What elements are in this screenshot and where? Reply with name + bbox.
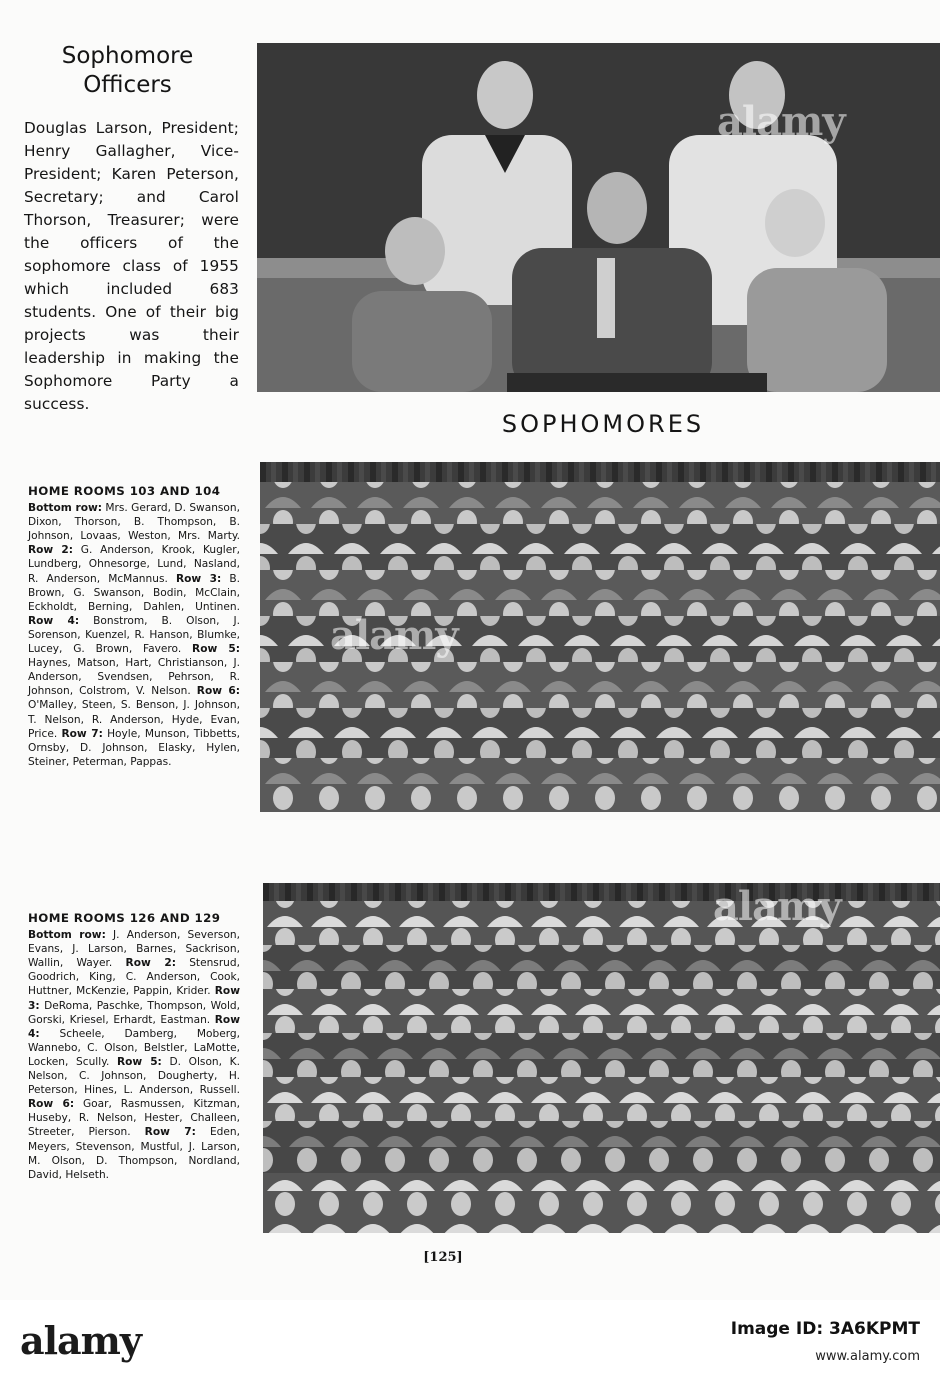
homeroom-1-heading: HOME ROOMS 103 AND 104: [28, 484, 221, 498]
homeroom-1-photo: [260, 462, 940, 812]
homeroom-1-row-names: O'Malley, Steen, S. Benson, J. Johnson, T. Nelson, R. Anderson, Hyde, Evan, Price.: [28, 699, 240, 740]
page-number: [125]: [423, 1250, 463, 1265]
homeroom-1-row-label: Row 2:: [28, 544, 73, 557]
homeroom-2-names: [28, 928, 240, 1182]
officers-photo: [257, 43, 940, 392]
homeroom-2-row-names: Goar, Rasmussen, Kitzman, Huseby, R. Nelson, Hester, Challeen, Streeter, Pierson.: [28, 1098, 240, 1139]
homeroom-2-row-names: J. Anderson, Severson, Evans, J. Larson, Barnes, Sackrison, Wallin, Wayer.: [28, 929, 241, 970]
homeroom-1-row-names: B. Brown, G. Swanson, Bodin, McClain, Eckholdt, Berning, Dahlen, Untinen.: [28, 572, 240, 613]
homeroom-2-row-label: Row 6:: [28, 1098, 75, 1111]
homeroom-2-photo: [263, 883, 940, 1233]
homeroom-2-row-names: Eden, Meyers, Stevenson, Mustful, J. Larson, M. Olson, D. Thompson, Nordland, David, Helseth.: [28, 1126, 240, 1181]
homeroom-2-row-label: Row 3:: [28, 985, 240, 1012]
officers-description: Douglas Larson, President; Henry Gallagher, Vice-President; Karen Peterson, Secretary; and Carol Thorson, Treasurer; were the officers of the sophomore class of 1955 which included 683 students. One of their big projects was their leadership in making the Sophomore Party a success.: [24, 119, 239, 413]
watermark-2: alamy: [330, 612, 458, 659]
homeroom-2-row-label: Row 4:: [28, 1013, 240, 1040]
officers-title: [20, 42, 235, 100]
officers-title-line2: Officers: [83, 72, 172, 98]
homeroom-2-row-names: Stensrud, Goodrich, King, C. Anderson, Cook, Huttner, McKenzie, Pappin, Krider.: [28, 957, 240, 998]
homeroom-2-row-label: Row 7:: [144, 1126, 196, 1139]
homeroom-2-row-names: DeRoma, Paschke, Thompson, Wold, Gorski, Kriesel, Erhardt, Eastman.: [28, 999, 240, 1026]
watermark-1: alamy: [717, 98, 845, 145]
homeroom-1-row-label: Row 4:: [28, 614, 80, 627]
officers-photo-graphic: [257, 43, 940, 392]
homeroom-1-row-label: Row 3:: [175, 572, 222, 585]
homeroom-2-row-names: Scheele, Damberg, Moberg, Wannebo, C. Olson, Belstler, LaMotte, Locken, Scully.: [28, 1027, 240, 1068]
homeroom-1-row-names: Mrs. Gerard, D. Swanson, Dixon, Thorson, B. Thompson, B. Johnson, Lovaas, Weston, Mrs. Marty.: [28, 502, 240, 543]
homeroom-2-row-label: Bottom row:: [28, 929, 106, 942]
footer-info: [731, 1315, 920, 1371]
homeroom-2-photo-graphic: [263, 883, 940, 1233]
homeroom-1-caption: [28, 484, 240, 769]
homeroom-2-row-names: D. Olson, K. Nelson, C. Johnson, Dougherty, H. Peterson, Hines, L. Anderson, Russell.: [28, 1055, 240, 1097]
watermark-3: alamy: [713, 883, 841, 930]
alamy-logo[interactable]: alamy: [20, 1318, 141, 1363]
homeroom-1-row-names: G. Anderson, Krook, Kugler, Lundberg, Ohnesorge, Lund, Nasland, R. Anderson, McMannus.: [28, 544, 240, 585]
homeroom-1-row-names: Haynes, Matson, Hart, Christianson, J. Anderson, Svendsen, Pehrson, R. Johnson, Colstrom, V. Nelson.: [28, 657, 240, 698]
homeroom-2-row-label: Row 5:: [116, 1055, 162, 1068]
website-link[interactable]: www.alamy.com: [815, 1349, 920, 1364]
homeroom-2-caption: [28, 911, 240, 1182]
homeroom-1-row-label: Row 5:: [192, 643, 240, 656]
image-id: Image ID: 3A6KPMT: [730, 1319, 920, 1339]
homeroom-2-row-label: Row 2:: [125, 957, 176, 970]
homeroom-1-row-label: Bottom row:: [28, 502, 103, 515]
officers-title-line1: Sophomore: [61, 43, 194, 69]
homeroom-1-names: [28, 501, 240, 769]
section-title: SOPHOMORES: [501, 410, 705, 438]
homeroom-1-row-label: Row 6:: [196, 685, 240, 698]
homeroom-1-row-names: Bonstrom, B. Olson, J. Sorenson, Kuenzel, R. Hanson, Blumke, Lucey, G. Brown, Favero.: [28, 614, 240, 656]
homeroom-1-row-label: Row 7:: [61, 727, 103, 740]
homeroom-1-row-names: Hoyle, Munson, Tibbetts, Ornsby, D. Johnson, Elasky, Hylen, Steiner, Peterman, Pappas.: [28, 727, 240, 768]
homeroom-2-heading: HOME ROOMS 126 AND 129: [28, 911, 221, 925]
